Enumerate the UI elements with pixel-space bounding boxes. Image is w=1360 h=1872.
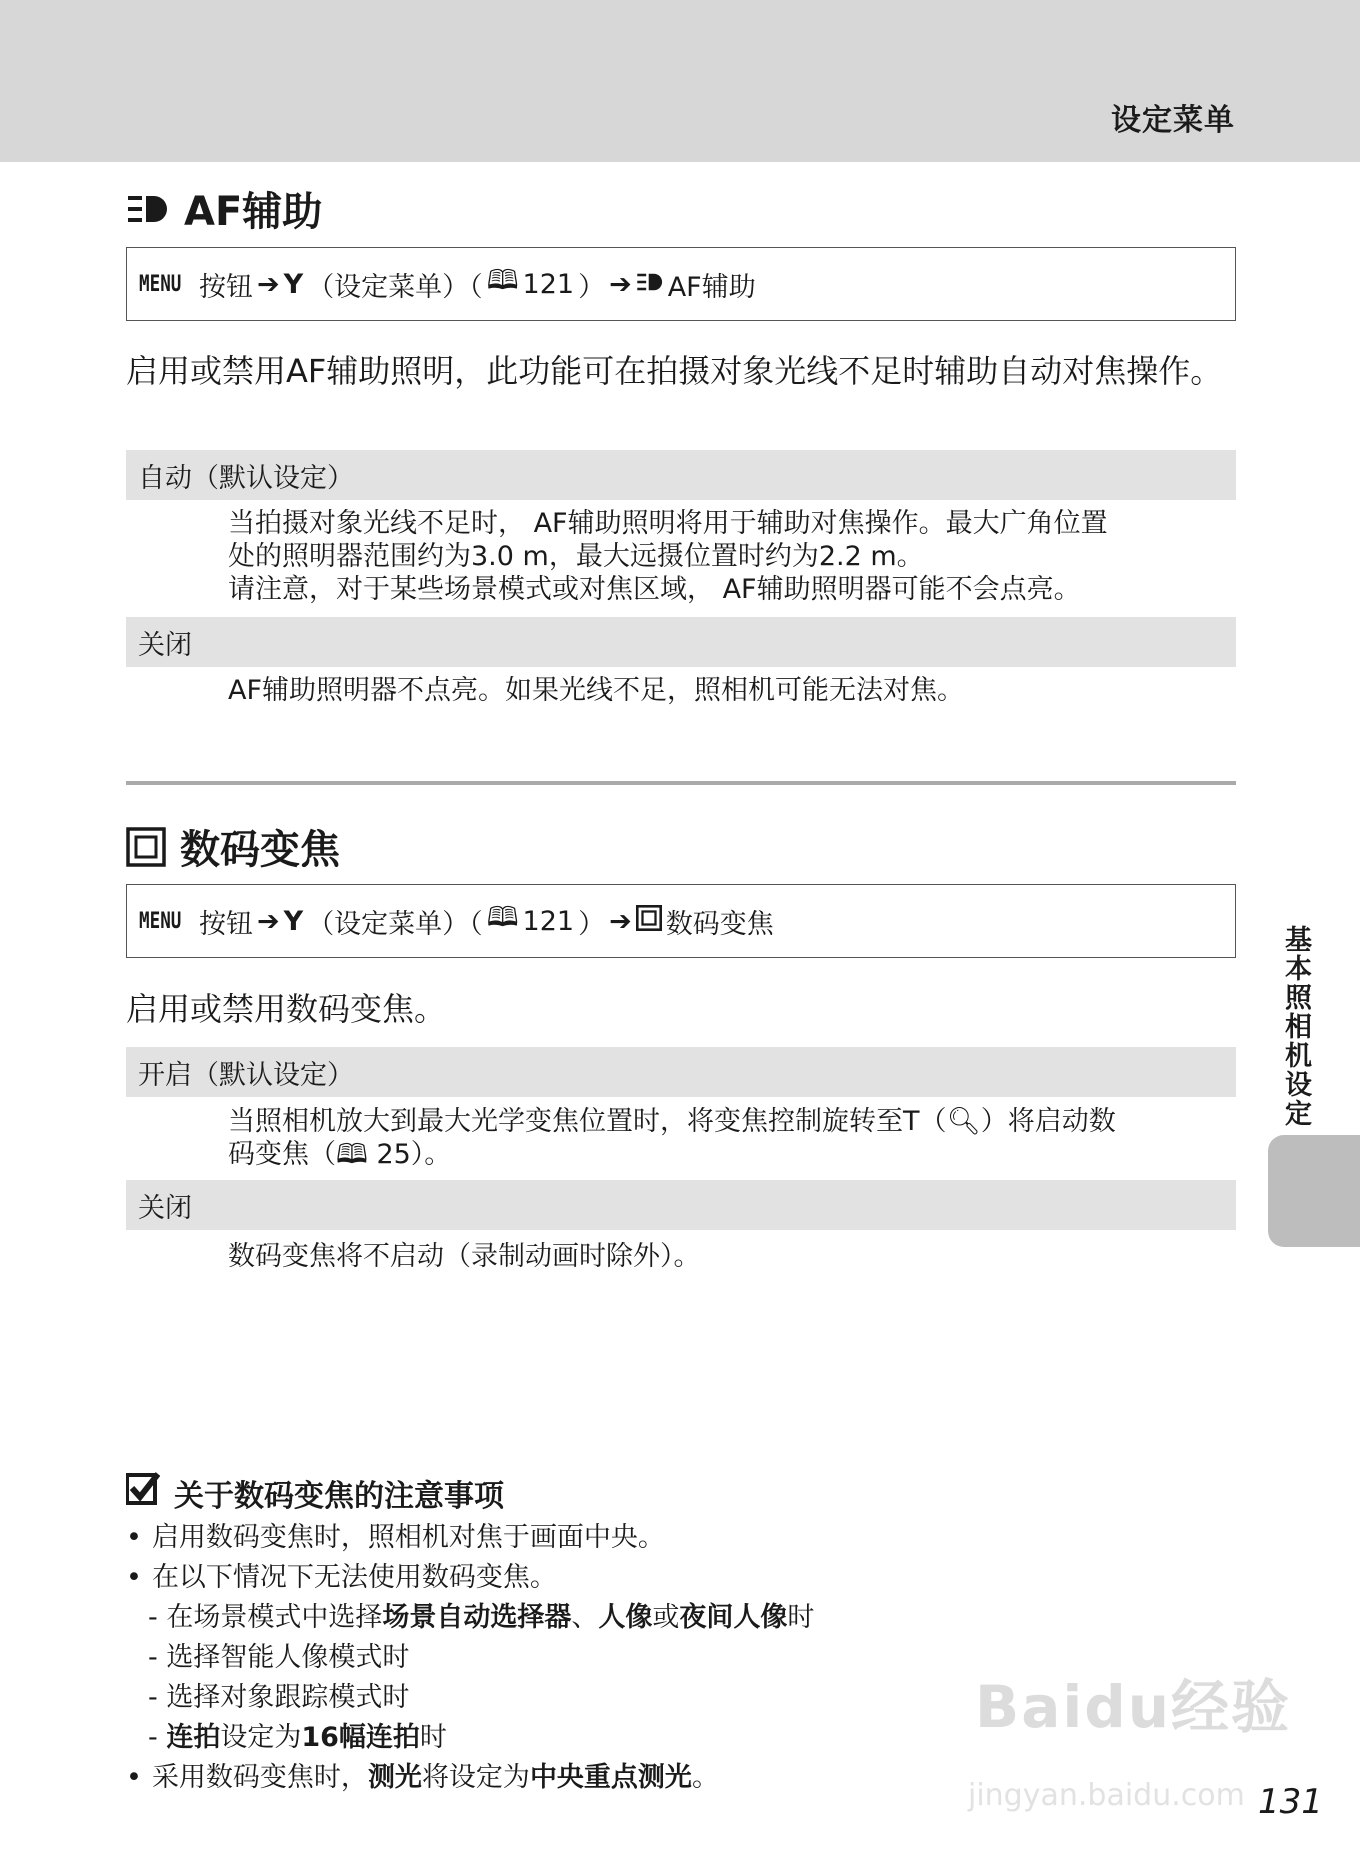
arrow-right-icon: ➔	[257, 905, 280, 937]
option-label-auto: 自动（默认设定）	[126, 450, 1236, 500]
text: 选择对象跟踪模式时	[166, 1682, 410, 1713]
menu-path-button-text: 按钮	[199, 271, 253, 303]
note-title-text: 关于数码变焦的注意事项	[174, 1479, 504, 1514]
menu-button-label: MENU	[139, 271, 182, 297]
desc-line	[228, 1105, 1238, 1138]
desc-line: AF辅助照明器不点亮。如果光线不足，照相机可能无法对焦。	[228, 675, 964, 706]
arrow-right-icon: ➔	[257, 268, 280, 300]
text: 选择智能人像模式时	[166, 1642, 410, 1673]
emphasis: 人像	[598, 1602, 653, 1633]
section-title-text: AF辅助	[184, 189, 323, 235]
menu-path-page: 121	[522, 905, 575, 937]
section-title-text: 数码变焦	[180, 827, 340, 873]
bullet-icon: •	[126, 1562, 142, 1593]
text: 、	[571, 1602, 599, 1633]
page-number: 131	[1258, 1782, 1323, 1822]
text: 设定为	[220, 1722, 302, 1753]
arrow-right-icon: ➔	[609, 905, 632, 937]
watermark-logo: Baidu经验	[975, 1673, 1292, 1741]
desc-line: 数码变焦将不启动（录制动画时除外）。	[228, 1241, 701, 1272]
menu-button-label: MENU	[139, 908, 182, 934]
note-sub-item: - 选择智能人像模式时	[148, 1642, 410, 1673]
bullet-icon: •	[126, 1762, 142, 1793]
menu-path-close: ）	[578, 908, 606, 940]
emphasis: 测光	[367, 1762, 422, 1793]
note-sub-item: - 在场景模式中选择场景自动选择器、人像或夜间人像时	[148, 1602, 815, 1633]
wrench-icon: Y	[283, 268, 304, 300]
text: 或	[652, 1602, 680, 1633]
option-label-off: 关闭	[126, 1180, 1236, 1230]
text: 采用数码变焦时，	[151, 1762, 368, 1793]
af-assist-icon	[636, 269, 664, 300]
emphasis: 16幅连拍	[301, 1722, 420, 1753]
desc-line	[228, 1138, 1238, 1171]
desc-text: 码变焦（	[228, 1139, 336, 1170]
option-label-on: 开启（默认设定）	[126, 1047, 1236, 1097]
digital-zoom-icon	[636, 905, 662, 938]
menu-path-setup-text: （设定菜单）（	[307, 908, 483, 940]
wrench-icon: Y	[283, 905, 304, 937]
book-icon: 🕮	[486, 902, 519, 933]
menu-path-digital-zoom	[126, 884, 1236, 958]
option-label-off: 关闭	[126, 617, 1236, 667]
option-desc-off	[228, 1240, 1238, 1273]
menu-path-af-assist	[126, 247, 1236, 321]
digital-zoom-icon	[126, 827, 166, 867]
page-header-title: 设定菜单	[1111, 103, 1235, 138]
text: 时	[419, 1722, 447, 1753]
note-item-text: 在以下情况下无法使用数码变焦。	[151, 1562, 557, 1593]
option-desc-auto	[228, 507, 1238, 606]
arrow-right-icon: ➔	[609, 268, 632, 300]
section-divider	[126, 781, 1236, 785]
desc-text: ）将启动数	[980, 1106, 1116, 1137]
af-assist-intro: 启用或禁用AF辅助照明，此功能可在拍摄对象光线不足时辅助自动对焦操作。	[126, 352, 1223, 390]
desc-line: 请注意，对于某些场景模式或对焦区域， AF辅助照明器可能不会点亮。	[228, 574, 1081, 605]
note-sub-item: - 选择对象跟踪模式时	[148, 1682, 410, 1713]
note-sub-item: - 连拍设定为16幅连拍时	[148, 1722, 447, 1753]
text: 。	[691, 1762, 719, 1793]
emphasis: 连拍	[166, 1722, 221, 1753]
menu-path-page: 121	[522, 268, 575, 300]
desc-line: 处的照明器范围约为3.0 m，最大远摄位置时约为2.2 m。	[228, 541, 924, 572]
note-title	[126, 1471, 504, 1515]
desc-text: 25）。	[376, 1139, 452, 1170]
text: 时	[787, 1602, 815, 1633]
emphasis: 夜间人像	[679, 1602, 788, 1633]
af-assist-icon	[126, 192, 170, 226]
note-item	[126, 1562, 557, 1594]
emphasis: 中央重点测光	[529, 1762, 692, 1793]
zoom-in-icon: 🔍︎	[946, 1106, 981, 1137]
option-desc-off	[228, 674, 1238, 707]
menu-path-target: 数码变焦	[665, 908, 774, 940]
desc-text: 当照相机放大到最大光学变焦位置时，将变焦控制旋转至T（	[228, 1106, 947, 1137]
note-item	[126, 1522, 665, 1554]
menu-path-setup-text: （设定菜单）（	[307, 271, 483, 303]
menu-path-target: AF辅助	[667, 271, 756, 303]
side-tab-label: 基本照相机设定	[1280, 925, 1311, 1128]
book-icon: 🕮	[486, 265, 519, 296]
digital-zoom-intro: 启用或禁用数码变焦。	[126, 990, 447, 1028]
bullet-icon: •	[126, 1522, 142, 1553]
book-icon: 🕮	[336, 1139, 368, 1170]
side-tab	[1268, 1135, 1360, 1247]
checkmark-icon	[126, 1472, 160, 1514]
note-item-text: 启用数码变焦时，照相机对焦于画面中央。	[151, 1522, 665, 1553]
section-title-af-assist	[126, 180, 322, 237]
desc-line: 当拍摄对象光线不足时， AF辅助照明将用于辅助对焦操作。最大广角位置	[228, 508, 1108, 539]
text: 在场景模式中选择	[166, 1602, 383, 1633]
option-desc-on	[228, 1105, 1238, 1171]
watermark-url: jingyan.baidu.com	[968, 1778, 1245, 1813]
text: 将设定为	[421, 1762, 530, 1793]
menu-path-close: ）	[578, 271, 606, 303]
note-item-text	[152, 1762, 719, 1794]
section-title-digital-zoom	[126, 818, 340, 875]
menu-path-button-text: 按钮	[199, 908, 253, 940]
note-item	[126, 1762, 719, 1794]
emphasis: 场景自动选择器	[382, 1602, 572, 1633]
